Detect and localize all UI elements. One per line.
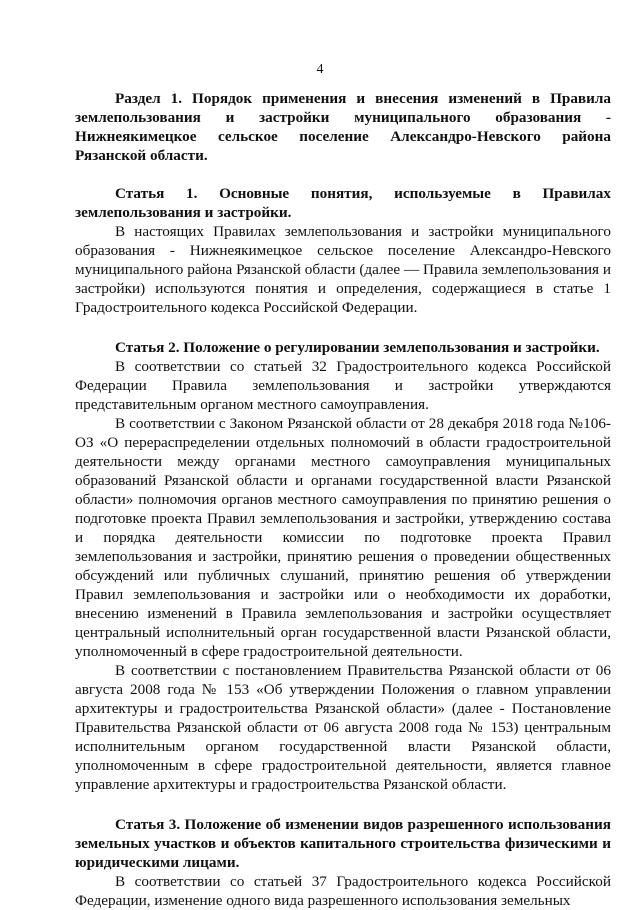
article-3-paragraph: В соответствии со статьей 37 Градостроительного кодекса Российской Федерации, изменение одного вида разрешенного использования земельных (75, 873, 611, 909)
article-1-title: Статья 1. Основные понятия, используемые в Правилах землепользования и застройки. (75, 185, 611, 221)
article-3-title: Статья 3. Положение об изменении видов разрешенного использования земельных участков и объектов капитального строительства физическими и юридическими лицами. (75, 816, 611, 871)
section-title: Раздел 1. Порядок применения и внесения изменений в Правила землепользования и застройки муниципального образования - Нижнеякимецкое сельское поселение Александро-Невского района Рязанской области. (75, 90, 611, 164)
document-body (75, 89, 611, 910)
article-2-paragraph-1: В соответствии со статьей 32 Градостроительного кодекса Российской Федерации Правила землепользования и застройки утверждаются представительным органом местного самоуправления. (75, 358, 611, 413)
page-number: 4 (316, 62, 324, 77)
article-2-title: Статья 2. Положение о регулировании землепользования и застройки. (115, 339, 600, 356)
article-2-paragraph-3: В соответствии с постановлением Правительства Рязанской области от 06 августа 2008 года № 153 «Об утверждении Положения о главном управлении архитектуры и градостроительства Рязанской области» (далее - Постановление Правительства Рязанской области от 06 августа 2008 года № 153) центральным исполнительным органом государственной власти Рязанской области, уполномоченным в сфере градостроительной деятельности, является главное управление архитектуры и градостроительства Рязанской области. (75, 662, 611, 793)
article-2-paragraph-2: В соответствии с Законом Рязанской области от 28 декабря 2018 года №106-ОЗ «О перераспределении отдельных полномочий в области градостроительной деятельности между органами местного самоуправления муниципальных образований Рязанской области и органами государственной власти Рязанской области» полномочия органов местного самоуправления по принятию решения о подготовке проекта Правил землепользования и застройки, утверждению состава и порядка деятельности комиссии по подготовке проекта Правил землепользования и застройки, принятию решения о проведении общественных обсуждений или публичных слушаний, принятию решения об утверждении Правил землепользования и застройки или о необходимости их доработки, внесению изменений в Правила землепользования и застройки осуществляет центральный исполнительный орган государственной власти Рязанской области, уполномоченный в сфере градостроительной деятельности. (75, 415, 611, 660)
article-1-paragraph: В настоящих Правилах землепользования и застройки муниципального образования - Нижнеякимецкое сельское поселение Александро-Невского муниципального района Рязанской области (далее — Правила землепользования и застройки) используются понятия и определения, содержащиеся в статье 1 Градостроительного кодекса Российской Федерации. (75, 223, 611, 316)
